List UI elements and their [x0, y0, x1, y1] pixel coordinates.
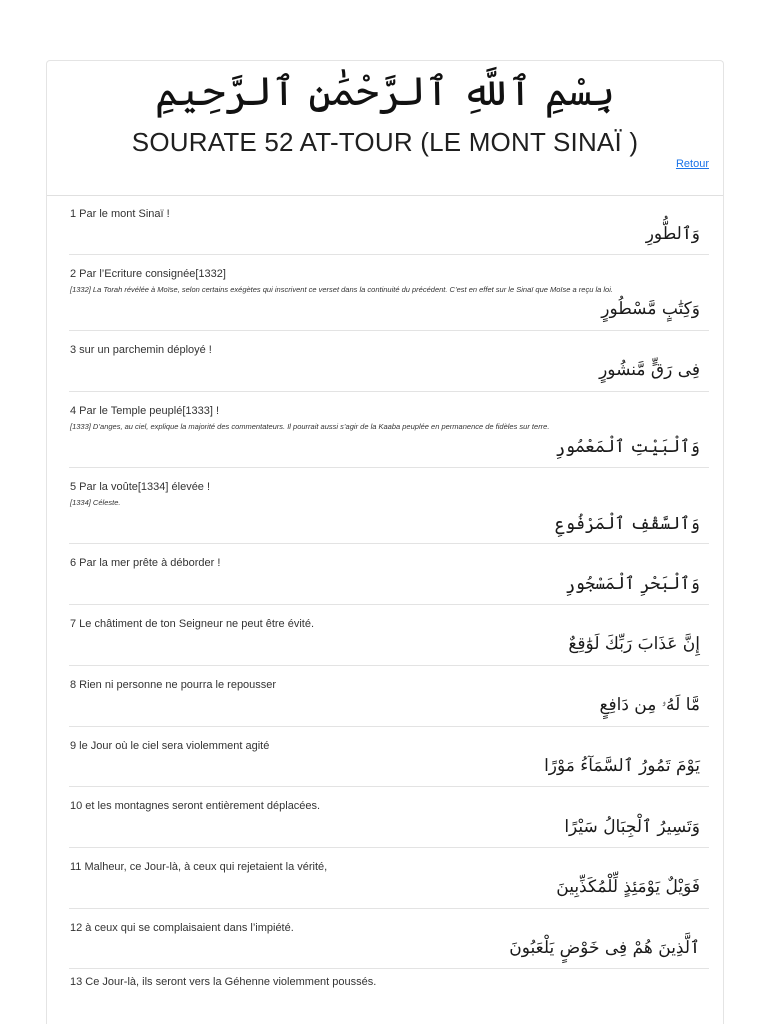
- basmala-calligraphy: بِسْمِ ٱللَّهِ ٱلرَّحْمَٰنِ ٱلرَّحِيمِ: [154, 69, 616, 115]
- verse-translation: 5 Par la voûte[1334] élevée !: [70, 481, 211, 493]
- verse-translation: 1 Par le mont Sinaï !: [70, 208, 170, 220]
- verse-arabic: وَٱلطُّورِ: [645, 224, 700, 244]
- verse-row: [69, 969, 709, 1009]
- verse-row: [69, 666, 709, 727]
- verse-arabic: إِنَّ عَذَابَ رَبِّكَ لَوَٰقِعٌ: [568, 634, 700, 654]
- verse-footnote: [1332] La Torah révélée à Moïse, selon certains exégètes qui inscrivent ce verset dans la continuité du précédent. C’est en effet sur le Sinaï que Moïse a reçu la loi.: [70, 285, 613, 294]
- verse-footnote: [1333] D’anges, au ciel, explique la majorité des commentateurs. Il pourrait aussi s’agir de la Kaaba peuplée en permanence de fidèles sur terre.: [70, 422, 550, 431]
- verse-arabic: وَٱلْبَيْتِ ٱلْمَعْمُورِ: [555, 437, 700, 457]
- verse-footnote: [1334] Céleste.: [70, 498, 121, 507]
- verse-translation: 12 à ceux qui se complaisaient dans l’impiété.: [70, 922, 294, 934]
- verse-row: [69, 195, 709, 255]
- verse-arabic: وَٱلسَّقْفِ ٱلْمَرْفُوعِ: [555, 514, 700, 534]
- verse-translation: 2 Par l’Ecriture consignée[1332]: [70, 268, 226, 280]
- verse-arabic: يَوْمَ تَمُورُ ٱلسَّمَآءُ مَوْرًا: [544, 756, 700, 776]
- verse-row: [69, 909, 709, 969]
- page-header: [47, 61, 723, 196]
- verse-translation: 3 sur un parchemin déployé !: [70, 344, 212, 356]
- verse-arabic: فِى رَقٍّ مَّنشُورٍ: [599, 360, 700, 380]
- back-link[interactable]: Retour: [675, 158, 709, 170]
- verse-translation: 11 Malheur, ce Jour-là, à ceux qui rejetaient la vérité,: [70, 861, 328, 873]
- verse-arabic: فَوَيْلٌ يَوْمَئِذٍ لِّلْمُكَذِّبِينَ: [556, 877, 700, 897]
- verse-list: [69, 195, 709, 1009]
- page-title: SOURATE 52 AT-TOUR (LE MONT SINAÏ ): [131, 127, 639, 157]
- verse-translation: 6 Par la mer prête à déborder !: [70, 557, 221, 569]
- verse-translation: 10 et les montagnes seront entièrement déplacées.: [70, 800, 321, 812]
- verse-translation: 8 Rien ni personne ne pourra le repousser: [70, 679, 277, 691]
- verse-row: [69, 787, 709, 848]
- verse-translation: 9 le Jour où le ciel sera violemment agité: [70, 740, 270, 752]
- verse-row: [69, 392, 709, 468]
- document-page: [46, 60, 724, 1024]
- verse-row: [69, 468, 709, 544]
- verse-arabic: وَكِتَٰبٍ مَّسْطُورٍ: [601, 299, 700, 319]
- verse-translation: 7 Le châtiment de ton Seigneur ne peut être évité.: [70, 618, 314, 630]
- verse-row: [69, 605, 709, 666]
- verse-arabic: وَتَسِيرُ ٱلْجِبَالُ سَيْرًا: [564, 817, 700, 837]
- verse-row: [69, 727, 709, 787]
- verse-arabic: ٱلَّذِينَ هُمْ فِى خَوْضٍ يَلْعَبُونَ: [509, 938, 700, 958]
- verse-row: [69, 544, 709, 605]
- verse-arabic: مَّا لَهُۥ مِن دَافِعٍ: [599, 695, 700, 715]
- verse-row: [69, 255, 709, 331]
- verse-translation: 13 Ce Jour-là, ils seront vers la Géhenne violemment poussés.: [70, 976, 377, 988]
- verse-row: [69, 848, 709, 909]
- verse-arabic: وَٱلْبَحْرِ ٱلْمَسْجُورِ: [565, 574, 700, 594]
- verse-row: [69, 331, 709, 392]
- verse-translation: 4 Par le Temple peuplé[1333] !: [70, 405, 220, 417]
